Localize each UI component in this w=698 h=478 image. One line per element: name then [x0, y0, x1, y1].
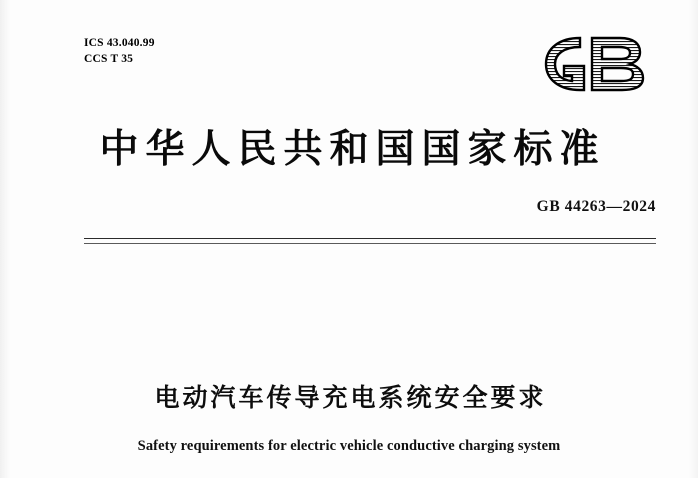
classification-codes: [84, 36, 155, 67]
page-title: 中华人民共和国国家标准: [99, 126, 606, 172]
standard-number: GB 44263—2024: [536, 198, 656, 215]
ics-code: ICS 43.040.99: [84, 37, 155, 49]
divider-rule-lower: [84, 243, 656, 244]
document-title-english: Safety requirements for electric vehicle conductive charging system: [137, 438, 561, 454]
divider-rule-upper: [84, 238, 656, 239]
document-title-chinese: 电动汽车传导充电系统安全要求: [154, 383, 547, 412]
ccs-code: CCS T 35: [84, 52, 134, 65]
gb-emblem-icon: [522, 26, 658, 102]
